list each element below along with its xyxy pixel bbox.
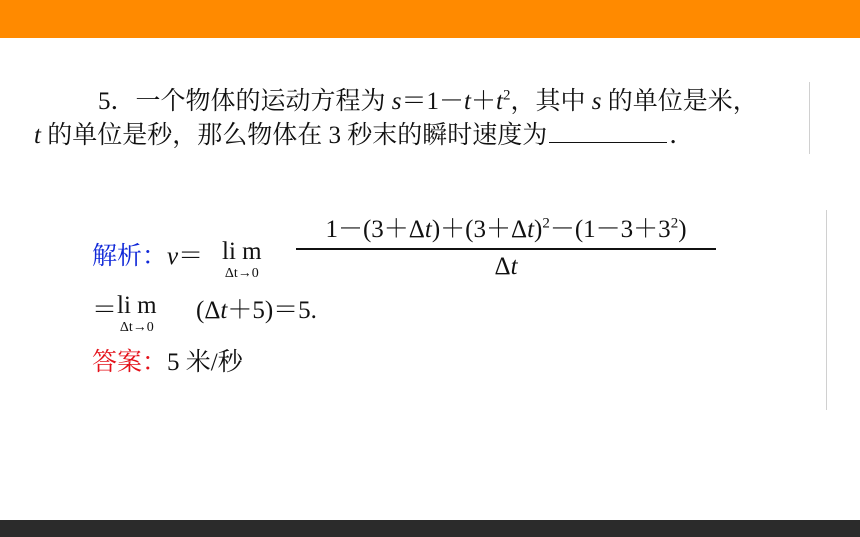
numerator-text: 1－(3＋Δ [325,216,425,243]
difference-quotient [296,214,716,282]
variable-t: t [424,216,432,243]
variable-v: v [167,243,179,270]
numerator-text: )＋(3＋Δ [431,216,528,243]
question-text: 的单位是米， [601,88,758,115]
limit-subscript: Δt→0 [224,266,259,281]
equals-sign: ＝ [178,243,204,270]
question-text: ． [669,122,695,149]
equals-sign: ＝ [92,297,118,324]
limit-operator-1 [222,238,262,282]
limit-word: li m [222,238,262,265]
solution-line-2 [92,290,117,326]
variable-t: t [495,88,503,115]
question-text: ，其中 [510,88,592,115]
solution-line-1 [92,236,203,272]
result-text: (Δ [196,297,221,324]
result-text: ＋5)＝5. [227,297,317,324]
answer-line [92,342,243,378]
limit-subscript: Δt→0 [119,320,154,335]
answer-blank [549,122,667,143]
variable-t: t [464,88,471,115]
answer-value: 5 米/秒 [167,349,243,376]
question-line-1 [98,86,758,118]
variable-t: t [34,122,41,149]
denominator [296,252,716,282]
fraction-bar [296,248,716,250]
question-text: 5．一个物体的运动方程为 [98,88,392,115]
numerator-text: ) [678,216,687,243]
variable-t: t [527,216,535,243]
solution-label: 解析： [92,243,168,270]
question-box [28,82,810,154]
variable-s: s [391,88,402,115]
solution-divider [826,210,827,410]
variable-t: t [220,297,228,324]
limit-word: li m [117,292,157,319]
bottom-bar [0,520,860,537]
exponent: 2 [502,87,511,104]
solution-line-2-result [196,290,317,326]
variable-t: t [510,252,518,280]
top-accent-bar [0,0,860,38]
exponent: 2 [670,215,679,232]
numerator [296,214,716,246]
question-text: ＝1－ [401,88,465,115]
variable-s: s [591,88,602,115]
question-text: ＋ [470,88,496,115]
delta-symbol: Δ [494,252,511,280]
question-text: 的单位是秒，那么物体在 3 秒末的瞬时速度为 [40,122,548,149]
exponent: 2 [542,215,550,232]
numerator-text: ) [534,216,543,243]
limit-operator-2 [117,292,157,336]
question-line-2 [34,120,694,152]
numerator-text: －(1－3＋3 [549,216,671,243]
answer-label: 答案： [92,349,168,376]
